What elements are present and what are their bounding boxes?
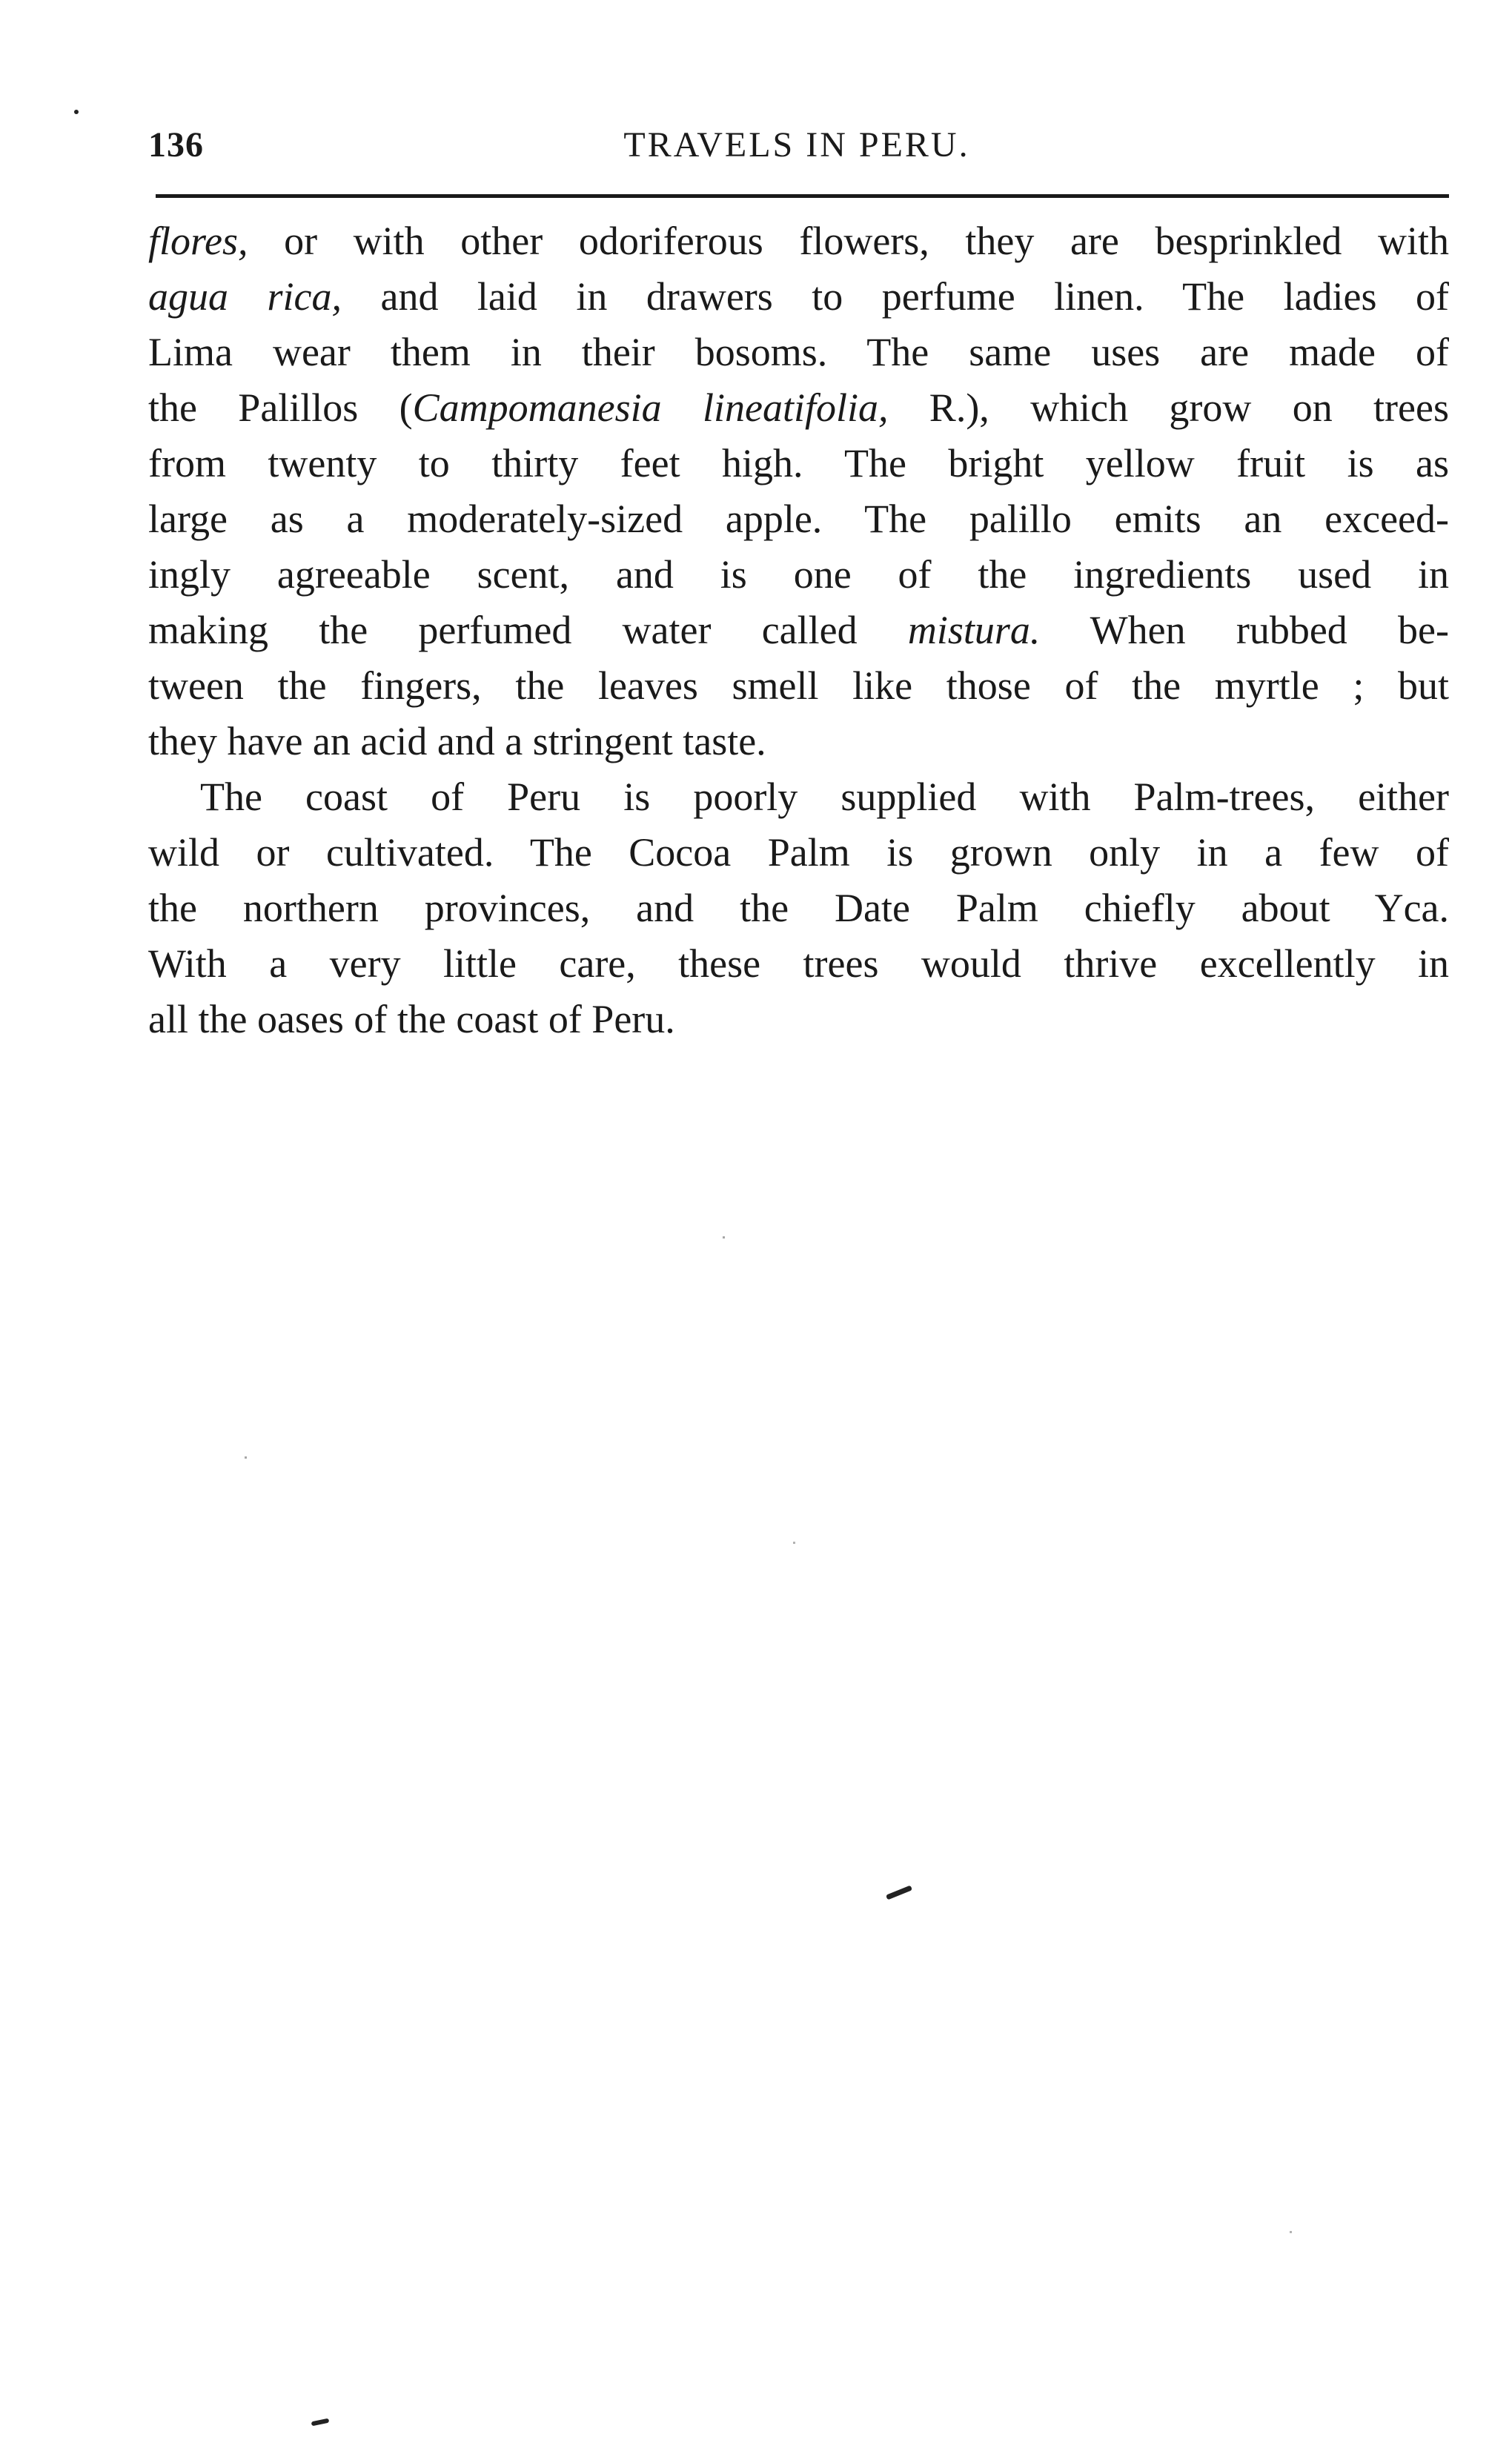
text-segment: R.), which grow on trees xyxy=(888,385,1449,430)
text-line: The coast of Peru is poorly supplied with Palm-trees, either xyxy=(200,775,1449,819)
text-segment: When rubbed be- xyxy=(1040,608,1449,652)
text-line xyxy=(148,213,1449,269)
text-line: they have an acid and a stringent taste. xyxy=(148,719,766,763)
scan-speck xyxy=(74,110,79,114)
text-segment: and laid in drawers to perfume linen. The ladies of xyxy=(341,274,1449,319)
page-number: 136 xyxy=(148,125,204,165)
text-line: large as a moderately-sized apple. The palillo emits an exceed- xyxy=(148,497,1449,541)
running-title: TRAVELS IN PERU. xyxy=(623,125,970,165)
scan-speck xyxy=(245,1456,247,1459)
text-line xyxy=(148,603,1449,658)
scan-mark xyxy=(311,2418,330,2427)
paragraph-1 xyxy=(148,213,1449,769)
italic-term: mistura. xyxy=(907,608,1041,652)
text-line: wild or cultivated. The Cocoa Palm is grown only in a few of xyxy=(148,830,1449,875)
text-line: the northern provinces, and the Date Palm chiefly about Yca. xyxy=(148,886,1449,930)
text-segment: making the perfumed water called xyxy=(148,608,908,652)
text-line xyxy=(148,269,1449,325)
body-text xyxy=(148,213,1449,1047)
italic-term: flores, xyxy=(148,219,248,263)
italic-term: Campomanesia lineatifolia, xyxy=(412,385,889,430)
text-line: With a very little care, these trees would thrive excellently in xyxy=(148,941,1449,986)
text-line: ingly agreeable scent, and is one of the ingredients used in xyxy=(148,552,1449,597)
text-line: tween the fingers, the leaves smell like those of the myrtle ; but xyxy=(148,663,1449,708)
italic-term: agua rica, xyxy=(148,274,342,319)
scan-speck xyxy=(793,1542,795,1544)
text-segment: or with other odoriferous flowers, they are besprinkled with xyxy=(248,219,1449,263)
page-header xyxy=(148,125,1445,176)
text-segment: the Palillos ( xyxy=(148,385,413,430)
scan-speck xyxy=(723,1236,725,1239)
scan-mark xyxy=(886,1886,912,1900)
paragraph-2 xyxy=(148,769,1449,1047)
text-line: all the oases of the coast of Peru. xyxy=(148,997,675,1041)
text-line xyxy=(148,380,1449,436)
header-rule xyxy=(156,194,1449,198)
text-line: from twenty to thirty feet high. The bright yellow fruit is as xyxy=(148,441,1449,485)
text-line: Lima wear them in their bosoms. The same uses are made of xyxy=(148,330,1449,374)
scan-speck xyxy=(1290,2231,1292,2233)
